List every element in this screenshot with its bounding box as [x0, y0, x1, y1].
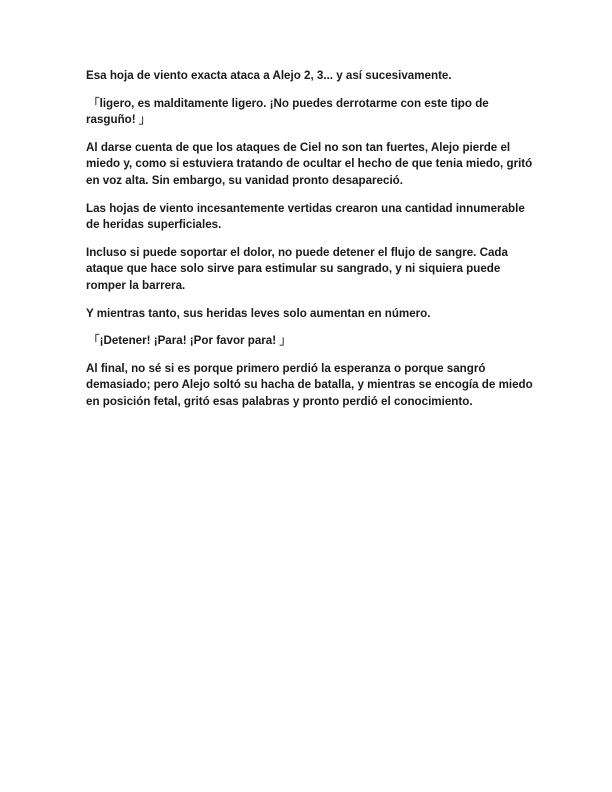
body-text — [86, 68, 536, 422]
paragraph-3: Al darse cuenta de que los ataques de Ciel no son tan fuertes, Alejo pierde el miedo y, como si estuviera tratando de ocultar el hecho de que tenia miedo, gritó en voz alta. Sin embargo, su vanidad pronto desapareció. — [86, 140, 533, 187]
paragraph-4: Las hojas de viento incesantemente vertidas crearon una cantidad innumerable de heridas superficiales. — [86, 201, 525, 232]
paragraph-8: Al final, no sé si es porque primero perdió la esperanza o porque sangró demasiado; pero Alejo soltó su hacha de batalla, y mientras se encogía de miedo en posición fetal, gritó esas palabras y pronto perdió el conocimiento. — [86, 361, 533, 408]
paragraph-6: Y mientras tanto, sus heridas leves solo aumentan en número. — [86, 306, 431, 320]
paragraph-7-dialogue: 「¡Detener! ¡Para! ¡Por favor para! 」 — [88, 334, 291, 348]
paragraph-5: Incluso si puede soportar el dolor, no puede detener el flujo de sangre. Cada ataque que hace solo sirve para estimular su sangrado, y ni siquiera puede romper la barrera. — [86, 245, 508, 292]
paragraph-1: Esa hoja de viento exacta ataca a Alejo 2, 3... y así sucesivamente. — [86, 69, 452, 82]
paragraph-2-dialogue: 「ligero, es malditamente ligero. ¡No puedes derrotarme con este tipo de rasguño! 」 — [86, 96, 489, 127]
